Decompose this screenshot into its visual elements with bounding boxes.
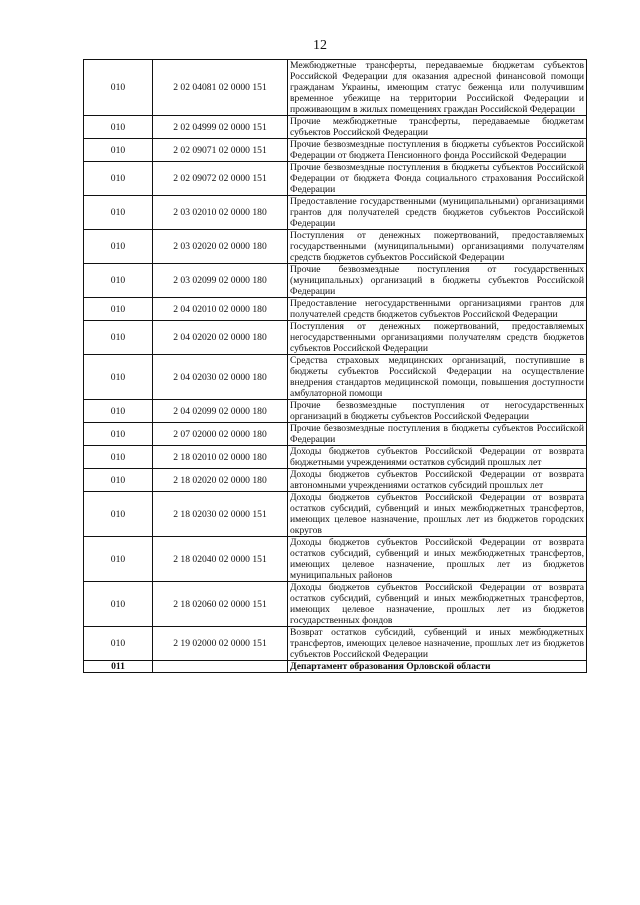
revenue-code-cell: 2 18 02020 02 0000 180 <box>153 469 288 492</box>
description-cell: Доходы бюджетов субъектов Российской Федерации от возврата остатков субсидий, субвенций и иных межбюджетных трансфертов, имеющих целевое назначение, прошлых лет из бюджетов городских округов <box>288 492 587 537</box>
description-cell: Возврат остатков субсидий, субвенций и иных межбюджетных трансфертов, имеющих целевое назначение, прошлых лет из бюджетов субъектов Российской Федерации <box>288 627 587 661</box>
description-cell: Доходы бюджетов субъектов Российской Федерации от возврата бюджетными учреждениями остатков субсидий прошлых лет <box>288 446 587 469</box>
admin-code-cell: 010 <box>84 264 153 298</box>
admin-code-cell: 010 <box>84 230 153 264</box>
revenue-code-cell: 2 04 02099 02 0000 180 <box>153 400 288 423</box>
revenue-code-cell: 2 18 02040 02 0000 151 <box>153 537 288 582</box>
admin-code-cell: 010 <box>84 469 153 492</box>
table-row <box>84 627 587 661</box>
admin-code-cell: 010 <box>84 537 153 582</box>
description-cell: Прочие безвозмездные поступления в бюджеты субъектов Российской Федерации от бюджета Пенсионного фонда Российской Федерации <box>288 139 587 162</box>
description-cell: Прочие межбюджетные трансферты, передаваемые бюджетам субъектов Российской Федерации <box>288 116 587 139</box>
description-cell: Средства страховых медицинских организаций, поступившие в бюджеты субъектов Российской Федерации на осуществление внедрения стандартов медицинской помощи, повышения доступности амбулаторной помощи <box>288 355 587 400</box>
revenue-code-cell: 2 18 02060 02 0000 151 <box>153 582 288 627</box>
table-body <box>84 60 587 673</box>
page-number: 12 <box>313 38 327 53</box>
revenue-code-cell: 2 02 04081 02 0000 151 <box>153 60 288 116</box>
admin-code-cell: 011 <box>84 661 153 673</box>
revenue-code-cell: 2 04 02020 02 0000 180 <box>153 321 288 355</box>
revenue-code-cell: 2 03 02010 02 0000 180 <box>153 196 288 230</box>
table-row <box>84 661 587 673</box>
table-row <box>84 537 587 582</box>
admin-code-cell: 010 <box>84 196 153 230</box>
description-cell: Предоставление государственными (муниципальными) организациями грантов для получателей средств бюджетов субъектов Российской Федерации <box>288 196 587 230</box>
admin-code-cell: 010 <box>84 355 153 400</box>
description-cell: Доходы бюджетов субъектов Российской Федерации от возврата остатков субсидий, субвенций и иных межбюджетных трансфертов, имеющих целевое назначение, прошлых лет из бюджетов государственных фондов <box>288 582 587 627</box>
revenue-code-cell: 2 02 09071 02 0000 151 <box>153 139 288 162</box>
admin-code-cell: 010 <box>84 400 153 423</box>
description-cell: Доходы бюджетов субъектов Российской Федерации от возврата остатков субсидий, субвенций и иных межбюджетных трансфертов, имеющих целевое назначение, прошлых лет из бюджетов муниципальных районов <box>288 537 587 582</box>
table-row <box>84 162 587 196</box>
description-cell: Прочие безвозмездные поступления от государственных (муниципальных) организаций в бюджеты субъектов Российской Федерации <box>288 264 587 298</box>
revenue-code-cell: 2 04 02030 02 0000 180 <box>153 355 288 400</box>
revenue-code-cell: 2 03 02099 02 0000 180 <box>153 264 288 298</box>
admin-code-cell: 010 <box>84 162 153 196</box>
revenue-code-cell: 2 18 02030 02 0000 151 <box>153 492 288 537</box>
table-row <box>84 139 587 162</box>
table-row <box>84 446 587 469</box>
table-row <box>84 582 587 627</box>
table-row <box>84 355 587 400</box>
revenue-code-cell: 2 18 02010 02 0000 180 <box>153 446 288 469</box>
admin-code-cell: 010 <box>84 446 153 469</box>
admin-code-cell: 010 <box>84 582 153 627</box>
description-cell: Департамент образования Орловской области <box>288 661 587 673</box>
revenue-code-cell: 2 02 09072 02 0000 151 <box>153 162 288 196</box>
table-row <box>84 264 587 298</box>
description-cell: Прочие безвозмездные поступления в бюджеты субъектов Российской Федерации от бюджета Фонда социального страхования Российской Федерации <box>288 162 587 196</box>
admin-code-cell: 010 <box>84 492 153 537</box>
table-row <box>84 469 587 492</box>
admin-code-cell: 010 <box>84 627 153 661</box>
admin-code-cell: 010 <box>84 423 153 446</box>
table-row <box>84 321 587 355</box>
admin-code-cell: 010 <box>84 139 153 162</box>
revenue-code-cell <box>153 661 288 673</box>
description-cell: Межбюджетные трансферты, передаваемые бюджетам субъектов Российской Федерации для оказания адресной финансовой помощи гражданам Украины, имеющим статус беженца или получившим временное убежище на территории Российской Федерации и проживающим в жилых помещениях граждан Российской Федерации <box>288 60 587 116</box>
revenue-code-cell: 2 19 02000 02 0000 151 <box>153 627 288 661</box>
revenue-code-cell: 2 02 04999 02 0000 151 <box>153 116 288 139</box>
description-cell: Поступления от денежных пожертвований, предоставляемых государственными (муниципальными) организациями получателям средств бюджетов субъектов Российской Федерации <box>288 230 587 264</box>
budget-codes-table <box>83 59 587 673</box>
table-row <box>84 423 587 446</box>
description-cell: Прочие безвозмездные поступления от негосударственных организаций в бюджеты субъектов Российской Федерации <box>288 400 587 423</box>
description-cell: Доходы бюджетов субъектов Российской Федерации от возврата автономными учреждениями остатков субсидий прошлых лет <box>288 469 587 492</box>
revenue-code-cell: 2 04 02010 02 0000 180 <box>153 298 288 321</box>
admin-code-cell: 010 <box>84 60 153 116</box>
table-row <box>84 298 587 321</box>
table-row <box>84 492 587 537</box>
description-cell: Поступления от денежных пожертвований, предоставляемых негосударственными организациями получателям средств бюджетов субъектов Российской Федерации <box>288 321 587 355</box>
admin-code-cell: 010 <box>84 298 153 321</box>
admin-code-cell: 010 <box>84 321 153 355</box>
revenue-code-cell: 2 03 02020 02 0000 180 <box>153 230 288 264</box>
table-row <box>84 230 587 264</box>
table-row <box>84 116 587 139</box>
table-row <box>84 196 587 230</box>
table-row <box>84 400 587 423</box>
admin-code-cell: 010 <box>84 116 153 139</box>
description-cell: Предоставление негосударственными организациями грантов для получателей средств бюджетов субъектов Российской Федерации <box>288 298 587 321</box>
table-row <box>84 60 587 116</box>
revenue-code-cell: 2 07 02000 02 0000 180 <box>153 423 288 446</box>
description-cell: Прочие безвозмездные поступления в бюджеты субъектов Российской Федерации <box>288 423 587 446</box>
